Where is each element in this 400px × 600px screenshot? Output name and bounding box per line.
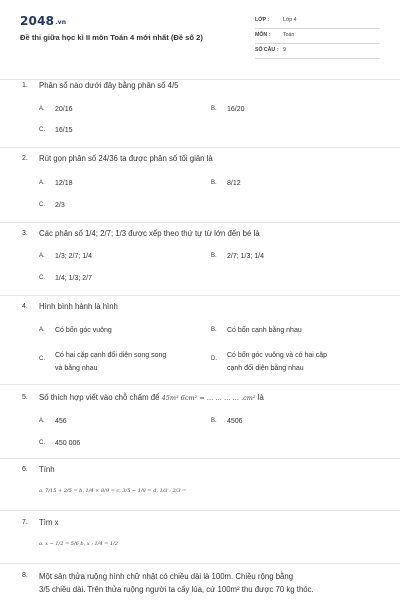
- option-text: 8/12: [227, 180, 241, 187]
- option-text: 12/18: [55, 180, 73, 187]
- option-text: 456: [55, 418, 67, 425]
- option-label: B.: [211, 327, 217, 333]
- question-5-number: 5.: [22, 394, 28, 401]
- option-label: A.: [39, 180, 45, 186]
- option-label: A.: [39, 106, 45, 112]
- option-label: A.: [39, 327, 45, 333]
- question-4-text: Hình bình hành là hình: [39, 302, 118, 311]
- question-7-number: 7.: [22, 519, 28, 526]
- question-6-expressions: a. 7/15 + 2/5 = b, 1/4 × 8/9 = c, 3/5 − 1/8 = d, 1/3 : 2/3 =: [39, 488, 187, 494]
- question-6-text: Tính: [39, 465, 55, 474]
- option-label: A.: [39, 418, 45, 424]
- question-divider: [0, 147, 400, 148]
- question-4-number: 4.: [22, 303, 28, 310]
- option-label: B.: [211, 253, 217, 259]
- question-5-text: [39, 393, 264, 402]
- meta-question-count: [255, 44, 380, 59]
- option-label: C.: [39, 356, 45, 362]
- option-text: 450 006: [55, 440, 81, 447]
- option-label: C.: [39, 275, 45, 281]
- question-divider: [0, 384, 400, 385]
- question-divider: [0, 563, 400, 564]
- question-2-text: Rút gọn phân số 24/36 ta được phân số tối giản là: [39, 154, 213, 163]
- brand-name: 2048: [20, 14, 55, 28]
- option-text: Có bốn cạnh bằng nhau: [227, 327, 302, 334]
- option-text: 16/20: [227, 106, 245, 113]
- meta-grade: [255, 14, 380, 29]
- option-label: C.: [39, 127, 45, 133]
- question-3-text: Các phân số 1/4; 2/7; 1/3 được xếp theo thứ tự từ lớn đến bé là: [39, 229, 260, 238]
- meta-subject-value: Toán: [283, 32, 295, 38]
- question-5-text-post: là: [257, 393, 264, 402]
- question-8-number: 8.: [22, 572, 28, 579]
- question-6-number: 6.: [22, 466, 28, 473]
- option-label: B.: [211, 106, 217, 112]
- option-text-line-2: cạnh đối diện bằng nhau: [227, 365, 304, 372]
- meta-subject: [255, 29, 380, 44]
- option-text: 2/7; 1/3; 1/4: [227, 253, 264, 260]
- option-label: A.: [39, 253, 45, 259]
- question-5-text-pre: Số thích hợp viết vào chỗ chấm để: [39, 393, 160, 402]
- meta-grade-key: LỚP :: [255, 17, 270, 23]
- brand-logo[interactable]: [20, 14, 66, 28]
- question-2-number: 2.: [22, 155, 28, 162]
- question-divider: [0, 295, 400, 296]
- brand-suffix: .vn: [55, 19, 67, 26]
- option-text: 1/4; 1/3; 2/7: [55, 275, 92, 282]
- option-label: C.: [39, 202, 45, 208]
- document-title: Đề thi giữa học kì II môn Toán 4 mới nhất (Đề số 2): [20, 33, 203, 42]
- option-text-line-2: và bằng nhau: [55, 365, 98, 372]
- option-label: D.: [211, 356, 217, 362]
- option-text: 1/3; 2/7; 1/4: [55, 253, 92, 260]
- option-text: [227, 349, 327, 375]
- option-label: C.: [39, 440, 45, 446]
- meta-count-value: 9: [283, 47, 286, 53]
- question-3-number: 3.: [22, 230, 28, 237]
- option-label: B.: [211, 180, 217, 186]
- question-7-expressions: a. x − 1/2 = 5/6 b, x : 1/4 = 1/2: [39, 541, 118, 547]
- meta-count-key: SỐ CÂU :: [255, 47, 279, 53]
- option-text: 20/16: [55, 106, 73, 113]
- question-7-text: Tìm x: [39, 518, 59, 527]
- question-1-number: 1.: [22, 82, 28, 89]
- option-text: 4506: [227, 418, 243, 425]
- question-divider: [0, 510, 400, 511]
- meta-subject-key: MÔN :: [255, 32, 271, 38]
- question-5-math: 45m² 6cm² = … … … … .cm²: [161, 394, 256, 402]
- option-text: 16/15: [55, 127, 73, 134]
- option-text: 2/3: [55, 202, 65, 209]
- option-text: Có bốn góc vuông: [55, 327, 112, 334]
- question-8-text: [39, 570, 314, 596]
- option-text-line-1: Có hai cặp cạnh đối diện song song: [55, 352, 167, 359]
- question-1-text: Phân số nào dưới đây bằng phân số 4/5: [39, 81, 179, 90]
- option-text: [55, 349, 166, 375]
- option-text-line-1: Có bốn góc vuông và có hai cặp: [227, 352, 328, 359]
- question-8-line-2: 3/5 chiều dài. Trên thửa ruộng người ta cấy lúa, cứ 100m² thu được 70 kg thóc.: [39, 585, 314, 594]
- question-8-line-1: Một sân thửa ruộng hình chữ nhật có chiều dài là 100m. Chiều rộng bằng: [39, 572, 294, 581]
- meta-grade-value: Lớp 4: [283, 17, 297, 23]
- header-divider: [0, 79, 400, 80]
- option-label: B.: [211, 418, 217, 424]
- question-divider: [0, 222, 400, 223]
- question-divider: [0, 458, 400, 459]
